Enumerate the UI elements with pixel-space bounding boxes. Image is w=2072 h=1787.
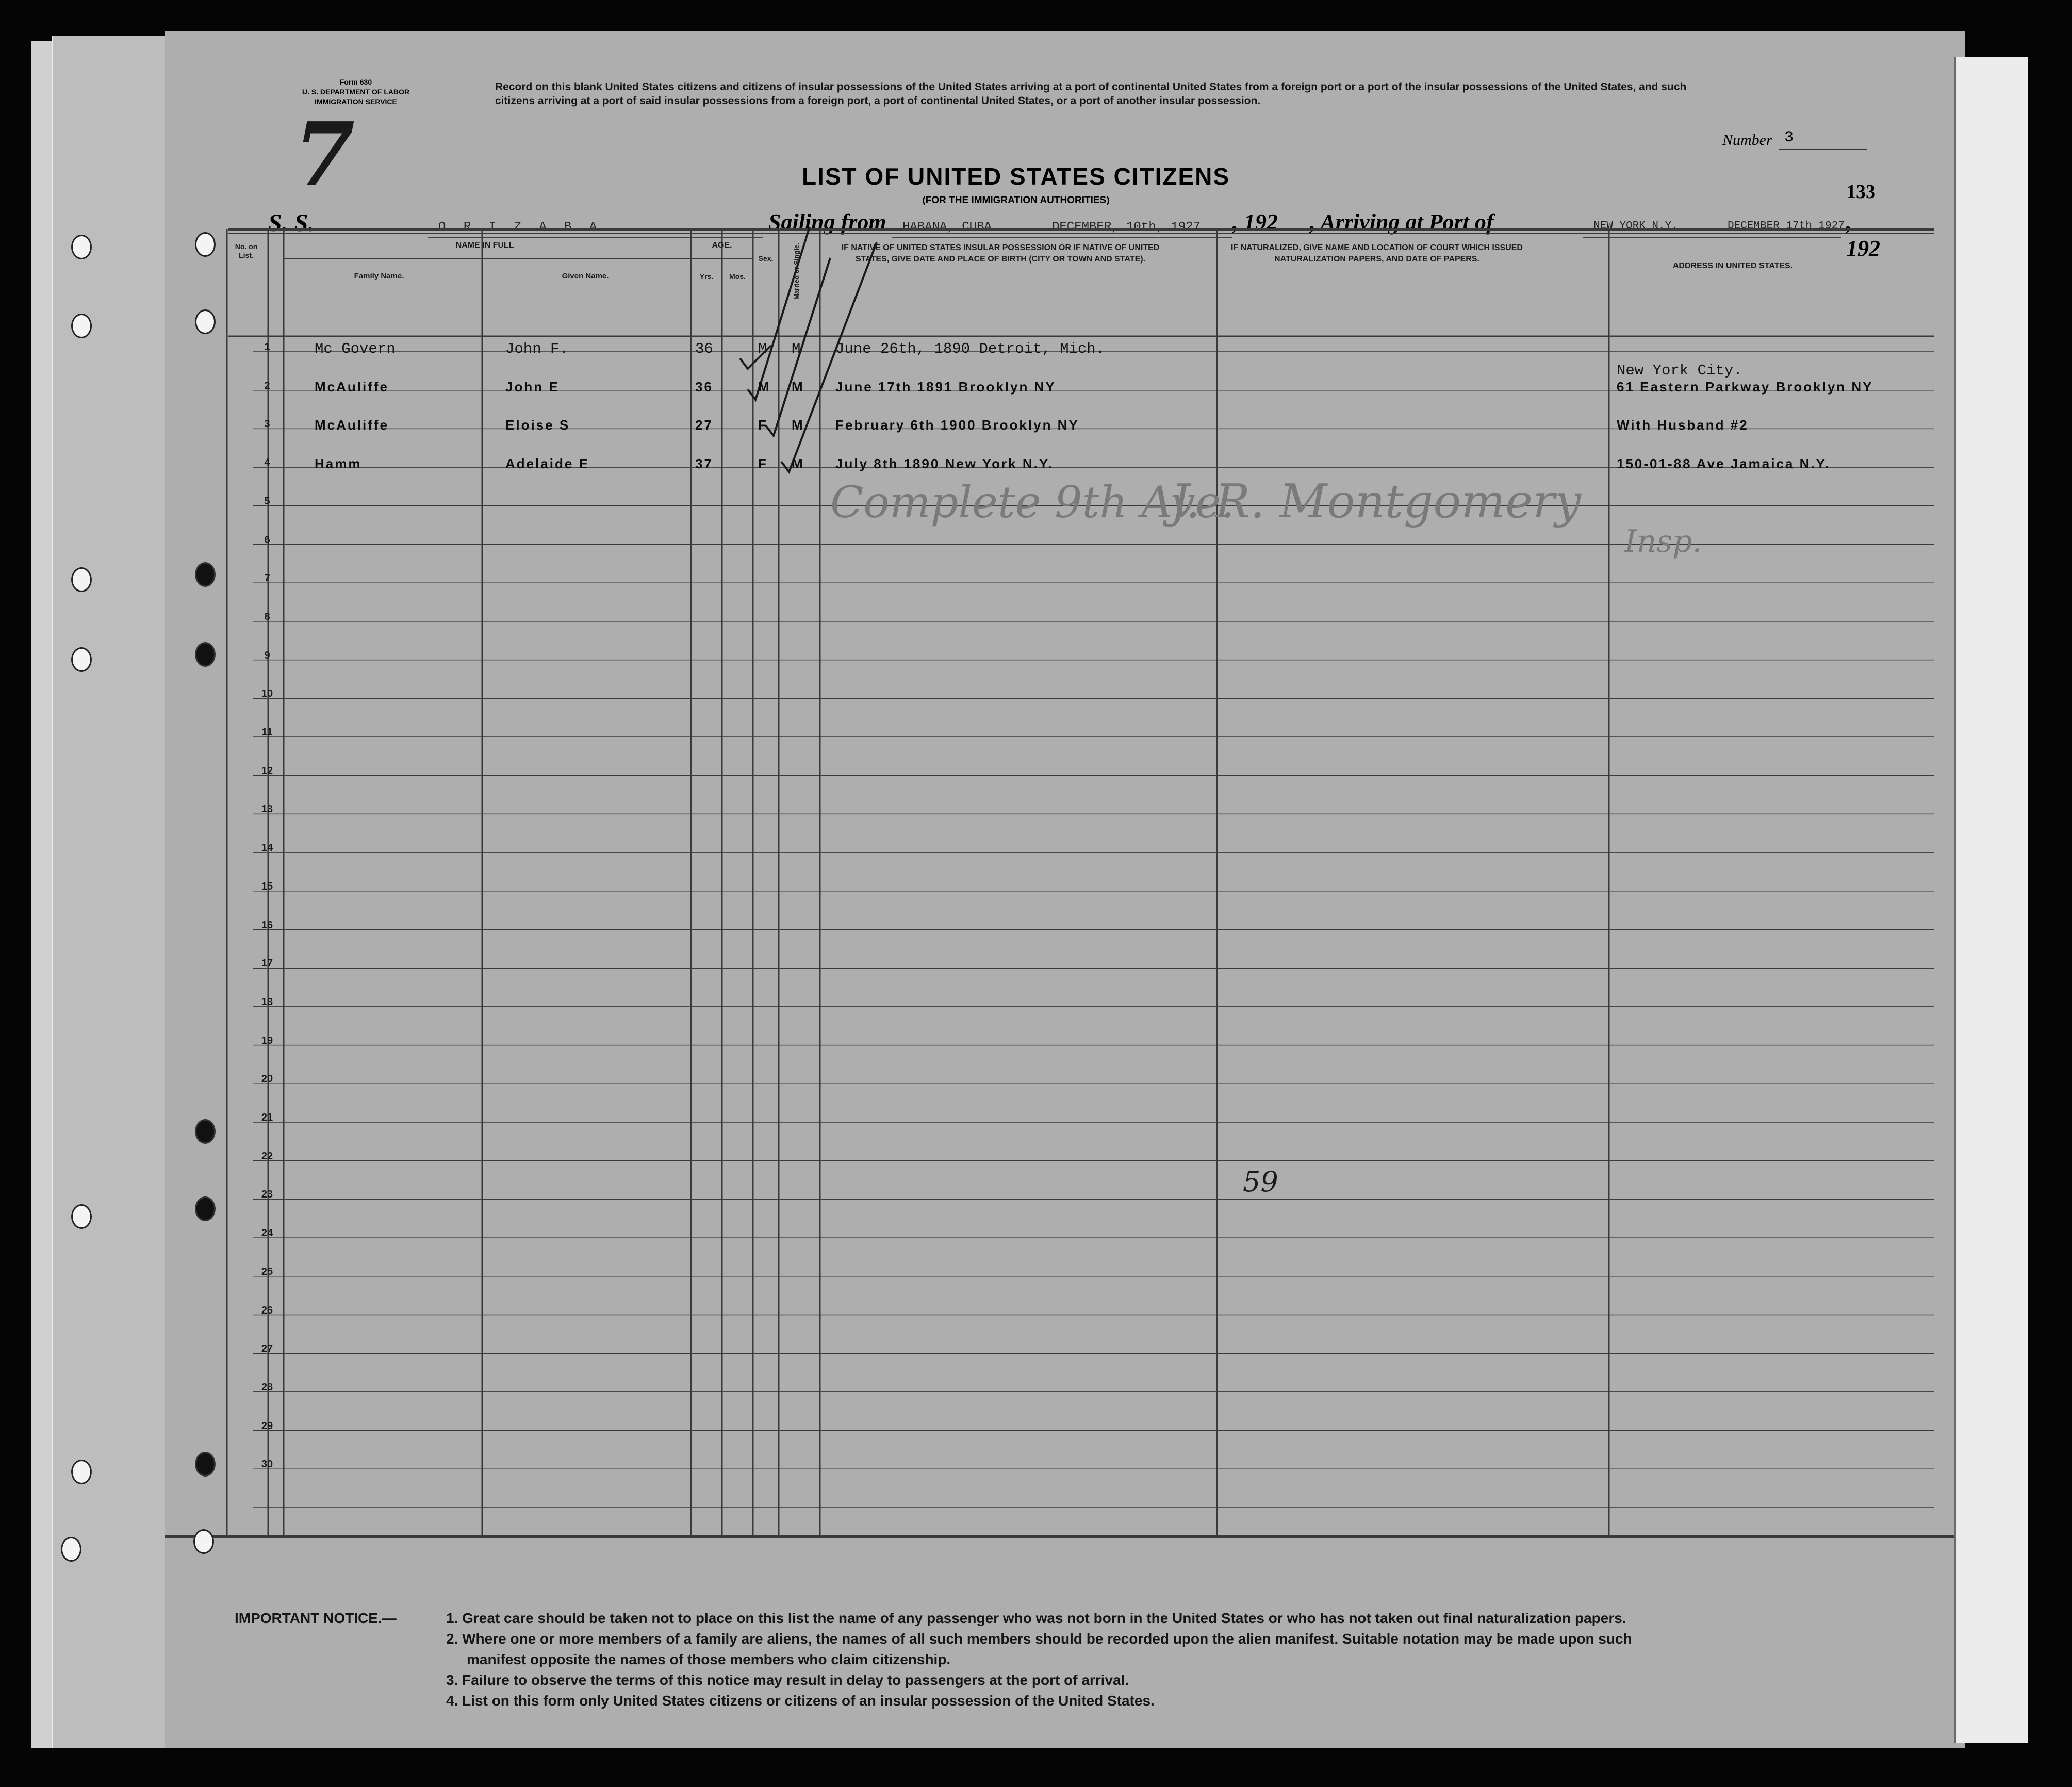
entry-address: With Husband #2 (1617, 417, 1749, 433)
row-number: 20 (261, 1073, 273, 1085)
manifest-entry-row (165, 375, 1965, 414)
col-header-family: Family Name. (354, 272, 404, 281)
col-header-address: ADDRESS IN UNITED STATES. (1672, 261, 1793, 270)
sailing-from-label: Sailing from (768, 209, 886, 235)
row-number: 26 (261, 1304, 273, 1316)
row-number: 28 (261, 1381, 273, 1393)
col-header-given: Given Name. (562, 272, 609, 281)
binding-hole (195, 1452, 216, 1477)
binding-hole (61, 1537, 81, 1562)
entry-given-name: John F. (505, 340, 568, 357)
entry-age-years: 36 (695, 379, 713, 395)
row-number: 13 (261, 804, 273, 815)
entry-given-name: Adelaide E (505, 456, 589, 472)
col-header-age: AGE. (712, 241, 732, 250)
record-instructions: Record on this blank United States citizens and citizens of insular possessions of the United States arriving at a port of continental United States from a foreign port or a port of the insular possessions of the United States, and such citizens arriving at a port of said insular possessions from a foreign port, a port of continental United States, or a port of another insular possession. (495, 81, 1687, 107)
entry-sex: M (758, 379, 771, 395)
binding-hole (71, 1204, 92, 1229)
arriving-date: DECEMBER 17th 1927 (1728, 220, 1845, 232)
arriving-year-suffix: , 192 (1846, 209, 1880, 261)
entry-birth-info: July 8th 1890 New York N.Y. (835, 456, 1054, 472)
col-header-native: IF NATIVE OF UNITED STATES INSULAR POSSESSION OR IF NATIVE OF UNITED STATES, GIVE DATE AND PLACE OF BIRTH (CITY OR TOWN AND STATE). (841, 243, 1160, 264)
entry-age-years: 27 (695, 417, 713, 433)
binding-hole (195, 1196, 216, 1221)
manifest-grid (165, 31, 1965, 1748)
col-header-naturalized: IF NATURALIZED, GIVE NAME AND LOCATION OF COURT WHICH ISSUED NATURALIZATION PAPERS, AND DATE OF PAPERS. (1231, 243, 1523, 264)
binding-hole (71, 314, 92, 338)
notice-item-1: 1. Great care should be taken not to place on this list the name of any passenger who was not born in the United States or who has not taken out final naturalization papers. (446, 1610, 1626, 1626)
binding-strip (1954, 57, 2028, 1743)
notice-item-2: 2. Where one or more members of a family are aliens, the names of all such members should be recorded upon the alien manifest. Suitable notation may be made upon such (446, 1631, 1632, 1647)
notice-item-3: 3. Failure to observe the terms of this notice may result in delay to passengers at the port of arrival. (446, 1672, 1129, 1688)
entry-marital-status: M (792, 379, 804, 395)
row-number: 11 (261, 727, 273, 738)
row-number: 15 (261, 880, 273, 892)
row-number: 17 (261, 958, 273, 970)
sailing-from-value: HABANA, CUBA (902, 220, 992, 234)
row-number: 9 (264, 649, 270, 661)
row-number: 7 (264, 572, 270, 584)
row-number: 2 (264, 380, 270, 391)
binding-hole (193, 1529, 214, 1554)
row-number: 18 (261, 996, 273, 1008)
entry-age-years: 36 (695, 340, 713, 357)
annotation-complete: Complete 9th Ave. (830, 477, 1235, 528)
row-number: 14 (261, 842, 273, 854)
sailing-date: DECEMBER, 10th, 1927 (1052, 220, 1201, 234)
col-header-sex: Sex. (758, 254, 774, 263)
sailing-year-suffix: , 192 (1232, 209, 1278, 235)
col-header-yrs: Yrs. (699, 272, 714, 281)
number-label: Number (1722, 132, 1772, 149)
entry-birth-info: June 17th 1891 Brooklyn NY (835, 379, 1056, 395)
notice-item-2-cont: manifest opposite the names of those members who claim citizenship. (467, 1651, 951, 1667)
entry-given-name: Eloise S (505, 417, 570, 433)
row-number: 10 (261, 688, 273, 700)
row-number: 5 (264, 495, 270, 507)
row-number: 19 (261, 1035, 273, 1046)
annotation-number: 59 (1243, 1166, 1278, 1198)
page-subtitle: (FOR THE IMMIGRATION AUTHORITIES) (922, 195, 1110, 206)
number-value: 3 (1784, 129, 1794, 146)
binding-hole (195, 1119, 216, 1144)
row-number: 24 (261, 1227, 273, 1239)
entry-marital-status: M (792, 417, 804, 433)
entry-family-name: McAuliffe (315, 417, 389, 433)
binding-hole (71, 235, 92, 259)
binding-hole (71, 1460, 92, 1484)
row-number: 29 (261, 1420, 273, 1432)
entry-family-name: McAuliffe (315, 379, 389, 395)
manifest-page (165, 31, 1965, 1748)
binding-hole (71, 567, 92, 592)
department-name: U. S. DEPARTMENT OF LABOR (302, 88, 410, 96)
row-number: 3 (264, 418, 270, 430)
entry-family-name: Mc Govern (315, 340, 396, 357)
entry-family-name: Hamm (315, 456, 362, 472)
entry-birth-info: February 6th 1900 Brooklyn NY (835, 417, 1079, 433)
row-number: 12 (261, 765, 273, 777)
annotation-signature: J. R. Montgomery (1171, 474, 1582, 529)
row-number: 27 (261, 1343, 273, 1355)
entry-address: 61 Eastern Parkway Brooklyn NY (1617, 379, 1873, 395)
page-title: LIST OF UNITED STATES CITIZENS (801, 163, 1230, 190)
row-number: 8 (264, 611, 270, 622)
col-header-name: NAME IN FULL (455, 241, 514, 250)
manifest-entry-row (165, 336, 1965, 379)
col-header-no: No. on List. (235, 242, 258, 259)
row-number: 21 (261, 1112, 273, 1123)
arriving-port: NEW YORK N.Y. (1593, 220, 1678, 232)
ship-name: O R I Z A B A (438, 220, 602, 234)
service-name: IMMIGRATION SERVICE (315, 97, 397, 106)
binding-hole (195, 642, 216, 667)
manifest-entry-row (165, 413, 1965, 452)
row-number: 23 (261, 1189, 273, 1201)
row-number: 6 (264, 534, 270, 546)
notice-heading: IMPORTANT NOTICE.— (235, 1610, 397, 1626)
entry-given-name: John E (505, 379, 560, 395)
entry-address: 150-01-88 Ave Jamaica N.Y. (1617, 456, 1831, 472)
binding-hole (195, 562, 216, 587)
entry-address: New York City. (1617, 362, 1742, 379)
row-number: 16 (261, 919, 273, 931)
annotation-role: Insp. (1624, 523, 1702, 560)
row-number: 22 (261, 1150, 273, 1162)
entry-sex: F (758, 417, 768, 433)
form-number: Form 630 (339, 78, 372, 86)
binding-hole (71, 647, 92, 672)
notice-item-4: 4. List on this form only United States citizens or citizens of an insular possession of the United States. (446, 1693, 1155, 1709)
ss-label: S. S. (268, 209, 315, 237)
row-number: 1 (264, 341, 270, 353)
col-header-marital: Married or Single. (793, 243, 800, 300)
row-number: 25 (261, 1266, 273, 1277)
page-stack-edge-2 (52, 36, 177, 1748)
col-header-mos: Mos. (729, 272, 746, 281)
entry-age-years: 37 (695, 456, 713, 472)
binding-hole (195, 232, 216, 257)
entry-marital-status: M (792, 456, 804, 472)
entry-sex: F (758, 456, 768, 472)
handwritten-mark: 7 (294, 103, 355, 206)
page-number: 133 (1846, 181, 1876, 203)
arriving-label: , Arriving at Port of (1310, 209, 1494, 235)
entry-birth-info: June 26th, 1890 Detroit, Mich. (835, 340, 1105, 357)
binding-hole (195, 309, 216, 334)
entry-sex: M (758, 340, 767, 357)
row-number: 30 (261, 1458, 273, 1470)
row-number: 4 (264, 457, 270, 469)
entry-marital-status: M (792, 340, 801, 357)
